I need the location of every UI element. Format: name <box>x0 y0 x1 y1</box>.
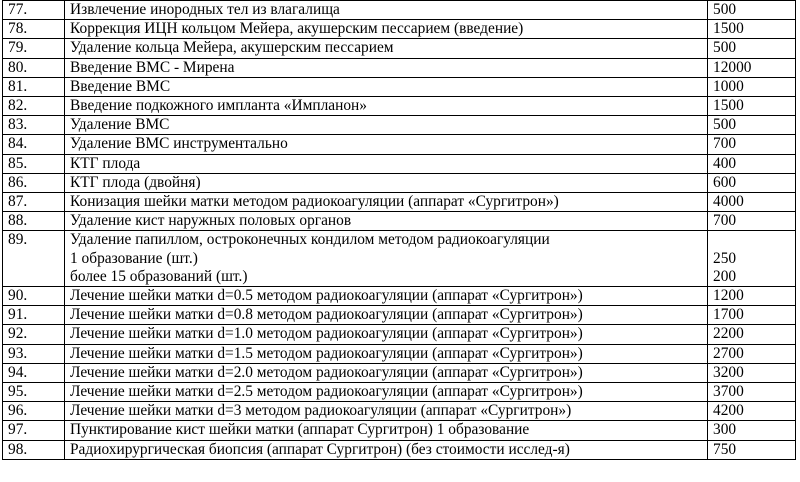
service-name-cell <box>65 77 708 96</box>
table-row <box>3 383 796 402</box>
price-value: 250 <box>713 249 737 267</box>
row-number: 80. <box>3 58 65 77</box>
table-row <box>3 97 796 116</box>
service-name-cell <box>65 363 708 382</box>
table-row <box>3 231 796 287</box>
price-table-body <box>3 1 796 460</box>
table-row <box>3 58 796 77</box>
price-cell <box>708 116 796 135</box>
table-row <box>3 77 796 96</box>
service-name-cell <box>65 116 708 135</box>
price-cell <box>708 402 796 421</box>
service-name-cell <box>65 173 708 192</box>
price-value: 500 <box>713 1 737 18</box>
price-value: 500 <box>713 116 737 134</box>
table-row <box>3 363 796 382</box>
price-cell <box>708 77 796 96</box>
service-name: Коррекция ИЦН кольцом Мейера, акушерским пессарием (введение) <box>70 20 524 38</box>
price-value: 200 <box>713 267 737 285</box>
service-name: Удаление кольца Мейера, акушерским пессарием <box>70 39 394 57</box>
service-name-cell <box>65 383 708 402</box>
price-cell <box>708 231 796 287</box>
price-value: 1500 <box>713 97 744 115</box>
service-name-cell <box>65 231 708 287</box>
service-name: Радиохирургическая биопсия (аппарат Сургитрон) (без стоимости исслед-я) <box>70 440 570 458</box>
table-row <box>3 1 796 20</box>
service-name: Удаление кист наружных половых органов <box>70 212 352 230</box>
row-number: 81. <box>3 77 65 96</box>
price-value: 12000 <box>713 58 752 76</box>
service-name: Лечение шейки матки d=0.5 методом радиокоагуляции (аппарат «Сургитрон») <box>70 287 583 304</box>
row-number: 92. <box>3 325 65 344</box>
price-cell <box>708 20 796 39</box>
service-name: Извлечение инородных тел из влагалища <box>70 1 340 18</box>
service-name-cell <box>65 402 708 421</box>
table-row <box>3 39 796 58</box>
service-name: Удаление папиллом, остроконечных кондилом методом радиокоагуляции <box>70 231 550 249</box>
price-cell <box>708 58 796 77</box>
row-number: 91. <box>3 306 65 325</box>
table-row <box>3 116 796 135</box>
price-table <box>2 0 796 460</box>
price-cell <box>708 287 796 306</box>
price-cell <box>708 363 796 382</box>
price-value: 4200 <box>713 402 744 420</box>
price-value: 750 <box>713 440 737 458</box>
price-value: 500 <box>713 39 737 57</box>
price-cell <box>708 39 796 58</box>
service-name: 1 образование (шт.) <box>70 249 198 267</box>
row-number: 83. <box>3 116 65 135</box>
price-cell <box>708 135 796 154</box>
service-name-cell <box>65 1 708 20</box>
service-name: Лечение шейки матки d=1.0 методом радиокоагуляции (аппарат «Сургитрон») <box>70 325 583 343</box>
price-cell <box>708 421 796 440</box>
table-row <box>3 154 796 173</box>
price-cell <box>708 212 796 231</box>
row-number: 84. <box>3 135 65 154</box>
service-name-cell <box>65 287 708 306</box>
service-name: Лечение шейки матки d=2.0 методом радиокоагуляции (аппарат «Сургитрон») <box>70 363 583 381</box>
table-row <box>3 440 796 459</box>
row-number: 90. <box>3 287 65 306</box>
price-value: 300 <box>713 421 737 439</box>
price-value: 3200 <box>713 363 744 381</box>
service-name-cell <box>65 20 708 39</box>
service-name: Удаление ВМС инструментально <box>70 135 288 153</box>
table-row <box>3 20 796 39</box>
row-number: 82. <box>3 97 65 116</box>
price-cell <box>708 173 796 192</box>
price-value: 1700 <box>713 306 744 324</box>
price-value: 2700 <box>713 344 744 362</box>
row-number: 87. <box>3 193 65 212</box>
table-row <box>3 212 796 231</box>
price-cell <box>708 383 796 402</box>
table-row <box>3 344 796 363</box>
service-name: Введение подкожного импланта «Импланон» <box>70 97 367 115</box>
table-row <box>3 193 796 212</box>
price-value: 4000 <box>713 193 744 211</box>
service-name: Удаление ВМС <box>70 116 170 134</box>
service-name: Лечение шейки матки d=3 методом радиокоагуляции (аппарат «Сургитрон») <box>70 402 572 420</box>
table-row <box>3 135 796 154</box>
table-row <box>3 306 796 325</box>
price-cell <box>708 344 796 363</box>
price-value: 400 <box>713 154 737 172</box>
service-name-cell <box>65 154 708 173</box>
row-number: 97. <box>3 421 65 440</box>
table-row <box>3 173 796 192</box>
row-number: 93. <box>3 344 65 363</box>
service-name: Введение ВМС <box>70 77 171 95</box>
service-name: КТГ плода <box>70 154 141 172</box>
price-cell <box>708 193 796 212</box>
price-value: 700 <box>713 135 737 153</box>
service-name-cell <box>65 344 708 363</box>
service-name: Конизация шейки матки методом радиокоагуляции (аппарат «Сургитрон») <box>70 193 559 211</box>
service-name: КТГ плода (двойня) <box>70 173 201 191</box>
price-cell <box>708 306 796 325</box>
service-name-cell <box>65 135 708 154</box>
price-value: 700 <box>713 212 737 230</box>
service-name: Пунктирование кист шейки матки (аппарат Сургитрон) 1 образование <box>70 421 530 439</box>
price-value: 2200 <box>713 325 744 343</box>
table-row <box>3 421 796 440</box>
service-name-cell <box>65 212 708 231</box>
row-number: 95. <box>3 383 65 402</box>
service-name-cell <box>65 97 708 116</box>
table-row <box>3 325 796 344</box>
price-value: 3700 <box>713 383 744 401</box>
row-number: 94. <box>3 363 65 382</box>
row-number: 89. <box>3 231 65 287</box>
service-name-cell <box>65 325 708 344</box>
price-cell <box>708 1 796 20</box>
price-cell <box>708 97 796 116</box>
service-name: Лечение шейки матки d=1.5 методом радиокоагуляции (аппарат «Сургитрон») <box>70 344 583 362</box>
service-name: Лечение шейки матки d=2.5 методом радиокоагуляции (аппарат «Сургитрон») <box>70 383 583 401</box>
row-number: 96. <box>3 402 65 421</box>
service-name-cell <box>65 306 708 325</box>
service-name: Введение ВМС - Мирена <box>70 58 235 76</box>
price-cell <box>708 154 796 173</box>
row-number: 88. <box>3 212 65 231</box>
service-name: Лечение шейки матки d=0.8 методом радиокоагуляции (аппарат «Сургитрон») <box>70 306 583 324</box>
service-name-cell <box>65 193 708 212</box>
price-cell <box>708 440 796 459</box>
row-number: 78. <box>3 20 65 39</box>
row-number: 98. <box>3 440 65 459</box>
row-number: 85. <box>3 154 65 173</box>
service-name-cell <box>65 440 708 459</box>
row-number: 79. <box>3 39 65 58</box>
table-row <box>3 402 796 421</box>
price-value: 1500 <box>713 20 744 38</box>
price-value: 600 <box>713 173 737 191</box>
service-name-cell <box>65 39 708 58</box>
price-cell <box>708 325 796 344</box>
price-value: 1200 <box>713 287 744 304</box>
price-value: 1000 <box>713 77 744 95</box>
service-name: более 15 образований (шт.) <box>70 267 248 285</box>
service-name-cell <box>65 58 708 77</box>
service-name-cell <box>65 421 708 440</box>
table-row <box>3 287 796 306</box>
row-number: 77. <box>3 1 65 20</box>
row-number: 86. <box>3 173 65 192</box>
